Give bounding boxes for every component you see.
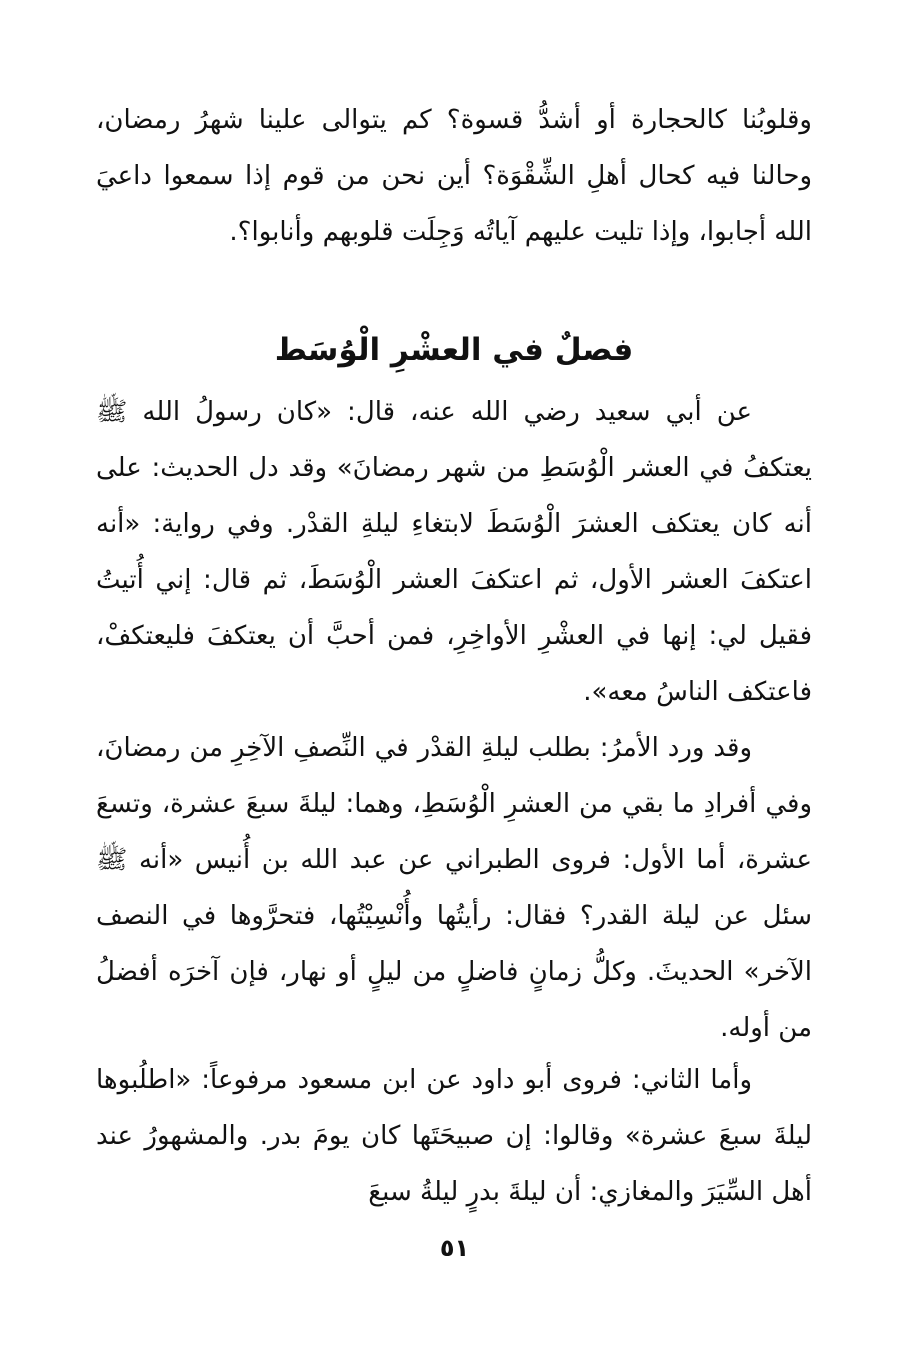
paragraph-laylat-al-qadr: وقد ورد الأمرُ: بطلب ليلةِ القدْر في النِّصفِ الآخِرِ من رمضانَ، وفي أفرادِ ما بقي من العشرِ الْوُسَطِ، وهما: ليلةَ سبعَ عشرة، وتسعَ عشرة، أما الأول: فروى الطبراني عن عبد الله بن أُنيس «أنه ﷺ سئل عن ليلة القدر؟ فقال: رأيتُها وأُنْسِيْتُها، فتحرَّوها في النصف الآخر» الحديثَ. وكلُّ زمانٍ فاضلٍ من ليلٍ أو نهار، فإن آخرَه أفضلُ من أوله. <box>96 733 812 1043</box>
page-number: ٥١ <box>439 1234 470 1262</box>
paragraph-abu-dawud: وأما الثاني: فروى أبو داود عن ابن مسعود مرفوعاً: «اطلُبوها ليلةَ سبعَ عشرة» وقالوا: إن صبيحَتَها كان يومَ بدر. والمشهورُ عند أهل السِّيَرَ والمغازي: أن ليلةَ بدرٍ ليلةُ سبعَ <box>96 1065 812 1207</box>
paragraph-hadith-abu-said: عن أبي سعيد رضي الله عنه، قال: «كان رسولُ الله ﷺ يعتكفُ في العشر الْوُسَطِ من شهر رمضانَ» وقد دل الحديث: على أنه كان يعتكف العشرَ الْوُسَطَ لابتغاءِ ليلةِ القدْر. وفي رواية: «أنه اعتكفَ العشر الأول، ثم اعتكفَ العشر الْوُسَطَ، ثم قال: إني أُتيتُ فقيل لي: إنها في العشْرِ الأواخِرِ، فمن أحبَّ أن يعتكفَ فليعتكفْ، فاعتكف الناسُ معه». <box>96 397 812 707</box>
paragraph-intro: وقلوبُنا كالحجارة أو أشدُّ قسوة؟ كم يتوالى علينا شهرُ رمضان، وحالنا فيه كحال أهلِ الشِّقْوَة؟ أين نحن من قوم إذا سمعوا داعيَ الله أجابوا، وإذا تليت عليهم آياتُه وَجِلَت قلوبهم وأنابوا؟. <box>96 105 812 247</box>
section-heading: فصلٌ في العشْرِ الْوُسَط <box>274 332 634 368</box>
